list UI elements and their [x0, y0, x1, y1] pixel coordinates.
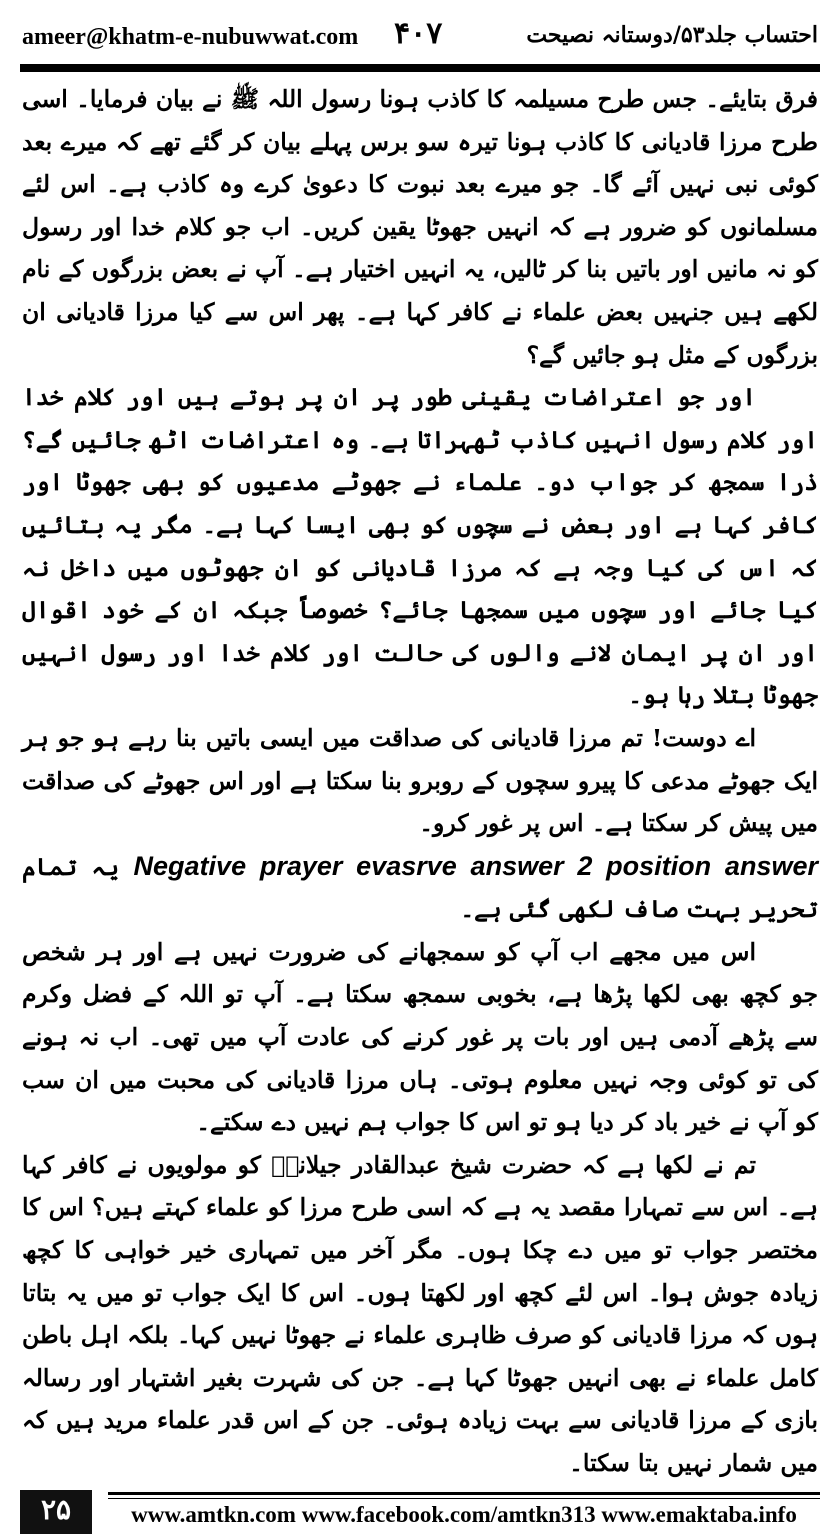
header-email[interactable]: ameer@khatm-e-nubuwwat.com [22, 24, 359, 50]
footer-rule-thick [108, 1492, 820, 1495]
footer-page-number: ۲۵ [20, 1490, 92, 1534]
paragraph-5: اس میں مجھے اب آپ کو سمجھانے کی ضرورت نہیں ہے اور ہر شخص جو کچھ بھی لکھا پڑھا ہے، بخوبی سمجھ سکتا ہے۔ آپ تو اللہ کے فضل وکرم سے پڑھے آدمی ہیں اور بات پر غور کرنے کی عادت آپ میں تھی۔ اب نہ ہونے کی تو کوئی وجہ نہیں معلوم ہوتی۔ ہاں مرزا قادیانی کی محبت میں ان سب کو آپ نے خیر باد کر دیا ہو تو اس کا جواب ہم نہیں دے سکتے۔ [22, 937, 818, 1137]
header-rule [20, 64, 820, 72]
header-book-title: احتساب جلد۵۳/دوستانہ نصیحت [526, 22, 818, 48]
paragraph-4-text: یہ تمام تحریر بہت صاف لکھی گئی ہے۔ [22, 852, 818, 924]
header-page-number: ۴۰۷ [394, 16, 443, 51]
paragraph-3: اے دوست! تم مرزا قادیانی کی صداقت میں ایسی باتیں بنا رہے ہو جو ہر ایک جھوٹے مدعی کا پیرو سچوں کے روبرو بنا سکتا ہے اور اس جھوٹے کی صداقت میں پیش کر سکتا ہے۔ اس پر غور کرو۔ [22, 723, 818, 838]
footer-links[interactable]: www.amtkn.com www.facebook.com/amtkn313 www.emaktaba.info [131, 1502, 797, 1527]
paragraph-4 [22, 845, 818, 931]
paragraph-6: تم نے لکھا ہے کہ حضرت شیخ عبدالقادر جیلانیؒ کو مولویوں نے کافر کہا ہے۔ اس سے تمہارا مقصد یہ ہے کہ اسی طرح مرزا کو علماء کہتے ہیں؟ اس کا مختصر جواب تو میں دے چکا ہوں۔ مگر آخر میں تمہاری خیر خواہی کا کچھ زیادہ جوش ہوا۔ اس لئے کچھ اور لکھتا ہوں۔ اس کا ایک جواب تو میں یہ بتاتا ہوں کہ مرزا قادیانی کو صرف ظاہری علماء نے جھوٹا نہیں کہا۔ بلکہ اہل باطن کامل علماء نے بھی انہیں جھوٹا کہا ہے۔ جن کی شہرت بغیر اشتہار اور رسالہ بازی کے مرزا قادیانی سے بہت زیادہ ہوئی۔ جن کے اس قدر علماء مرید ہیں کہ میں شمار نہیں بتا سکتا۔ [22, 1150, 818, 1477]
page-header [22, 14, 818, 58]
paragraph-1: فرق بتایئے۔ جس طرح مسیلمہ کا کاذب ہونا رسول اللہ ﷺ نے بیان فرمایا۔ اسی طرح مرزا قادیانی کا کاذب ہونا تیرہ سو برس پہلے بیان کر گئے تھے کہ میرے بعد کوئی نبی نہیں آئے گا۔ جو میرے بعد نبوت کا دعویٰ کرے وہ کاذب ہے۔ اس لئے مسلمانوں کو ضرور ہے کہ انہیں جھوٹا یقین کریں۔ اب جو کلام خدا اور رسول کو نہ مانیں اور باتیں بنا کر ٹالیں، یہ انہیں اختیار ہے۔ آپ نے بعض بزرگوں کے نام لکھے ہیں جنہیں بعض علماء نے کافر کہا ہے۔ پھر اس سے کیا مرزا قادیانی ان بزرگوں کے مثل ہو جائیں گے؟ [22, 85, 818, 369]
footer-rule-thin [108, 1498, 820, 1499]
english-annotation: Negative prayer evasrve answer 2 position answer [133, 850, 818, 881]
paragraph-2: اور جو اعتراضات یقینی طور پر ان پر ہوتے ہیں اور کلام خدا اور کلام رسول انہیں کاذب ٹھہراتا ہے۔ وہ اعتراضات اٹھ جائیں گے؟ ذرا سمجھ کر جواب دو۔ علماء نے جھوٹے مدعیوں کو بھی جھوٹا اور کافر کہا ہے اور بعض نے سچوں کو بھی ایسا کہا ہے۔ مگر یہ بتائیں کہ اس کی کیا وجہ ہے کہ مرزا قادیانی کو ان جھوٹوں میں داخل نہ کیا جائے اور سچوں میں سمجھا جائے؟ خصوصاً جبکہ ان کے خود اقوال اور ان پر ایمان لانے والوں کی حالت اور کلام خدا اور رسول انہیں جھوٹا بتلا رہا ہو۔ [22, 383, 818, 710]
page-footer [20, 1486, 820, 1534]
body-text [22, 78, 818, 1485]
